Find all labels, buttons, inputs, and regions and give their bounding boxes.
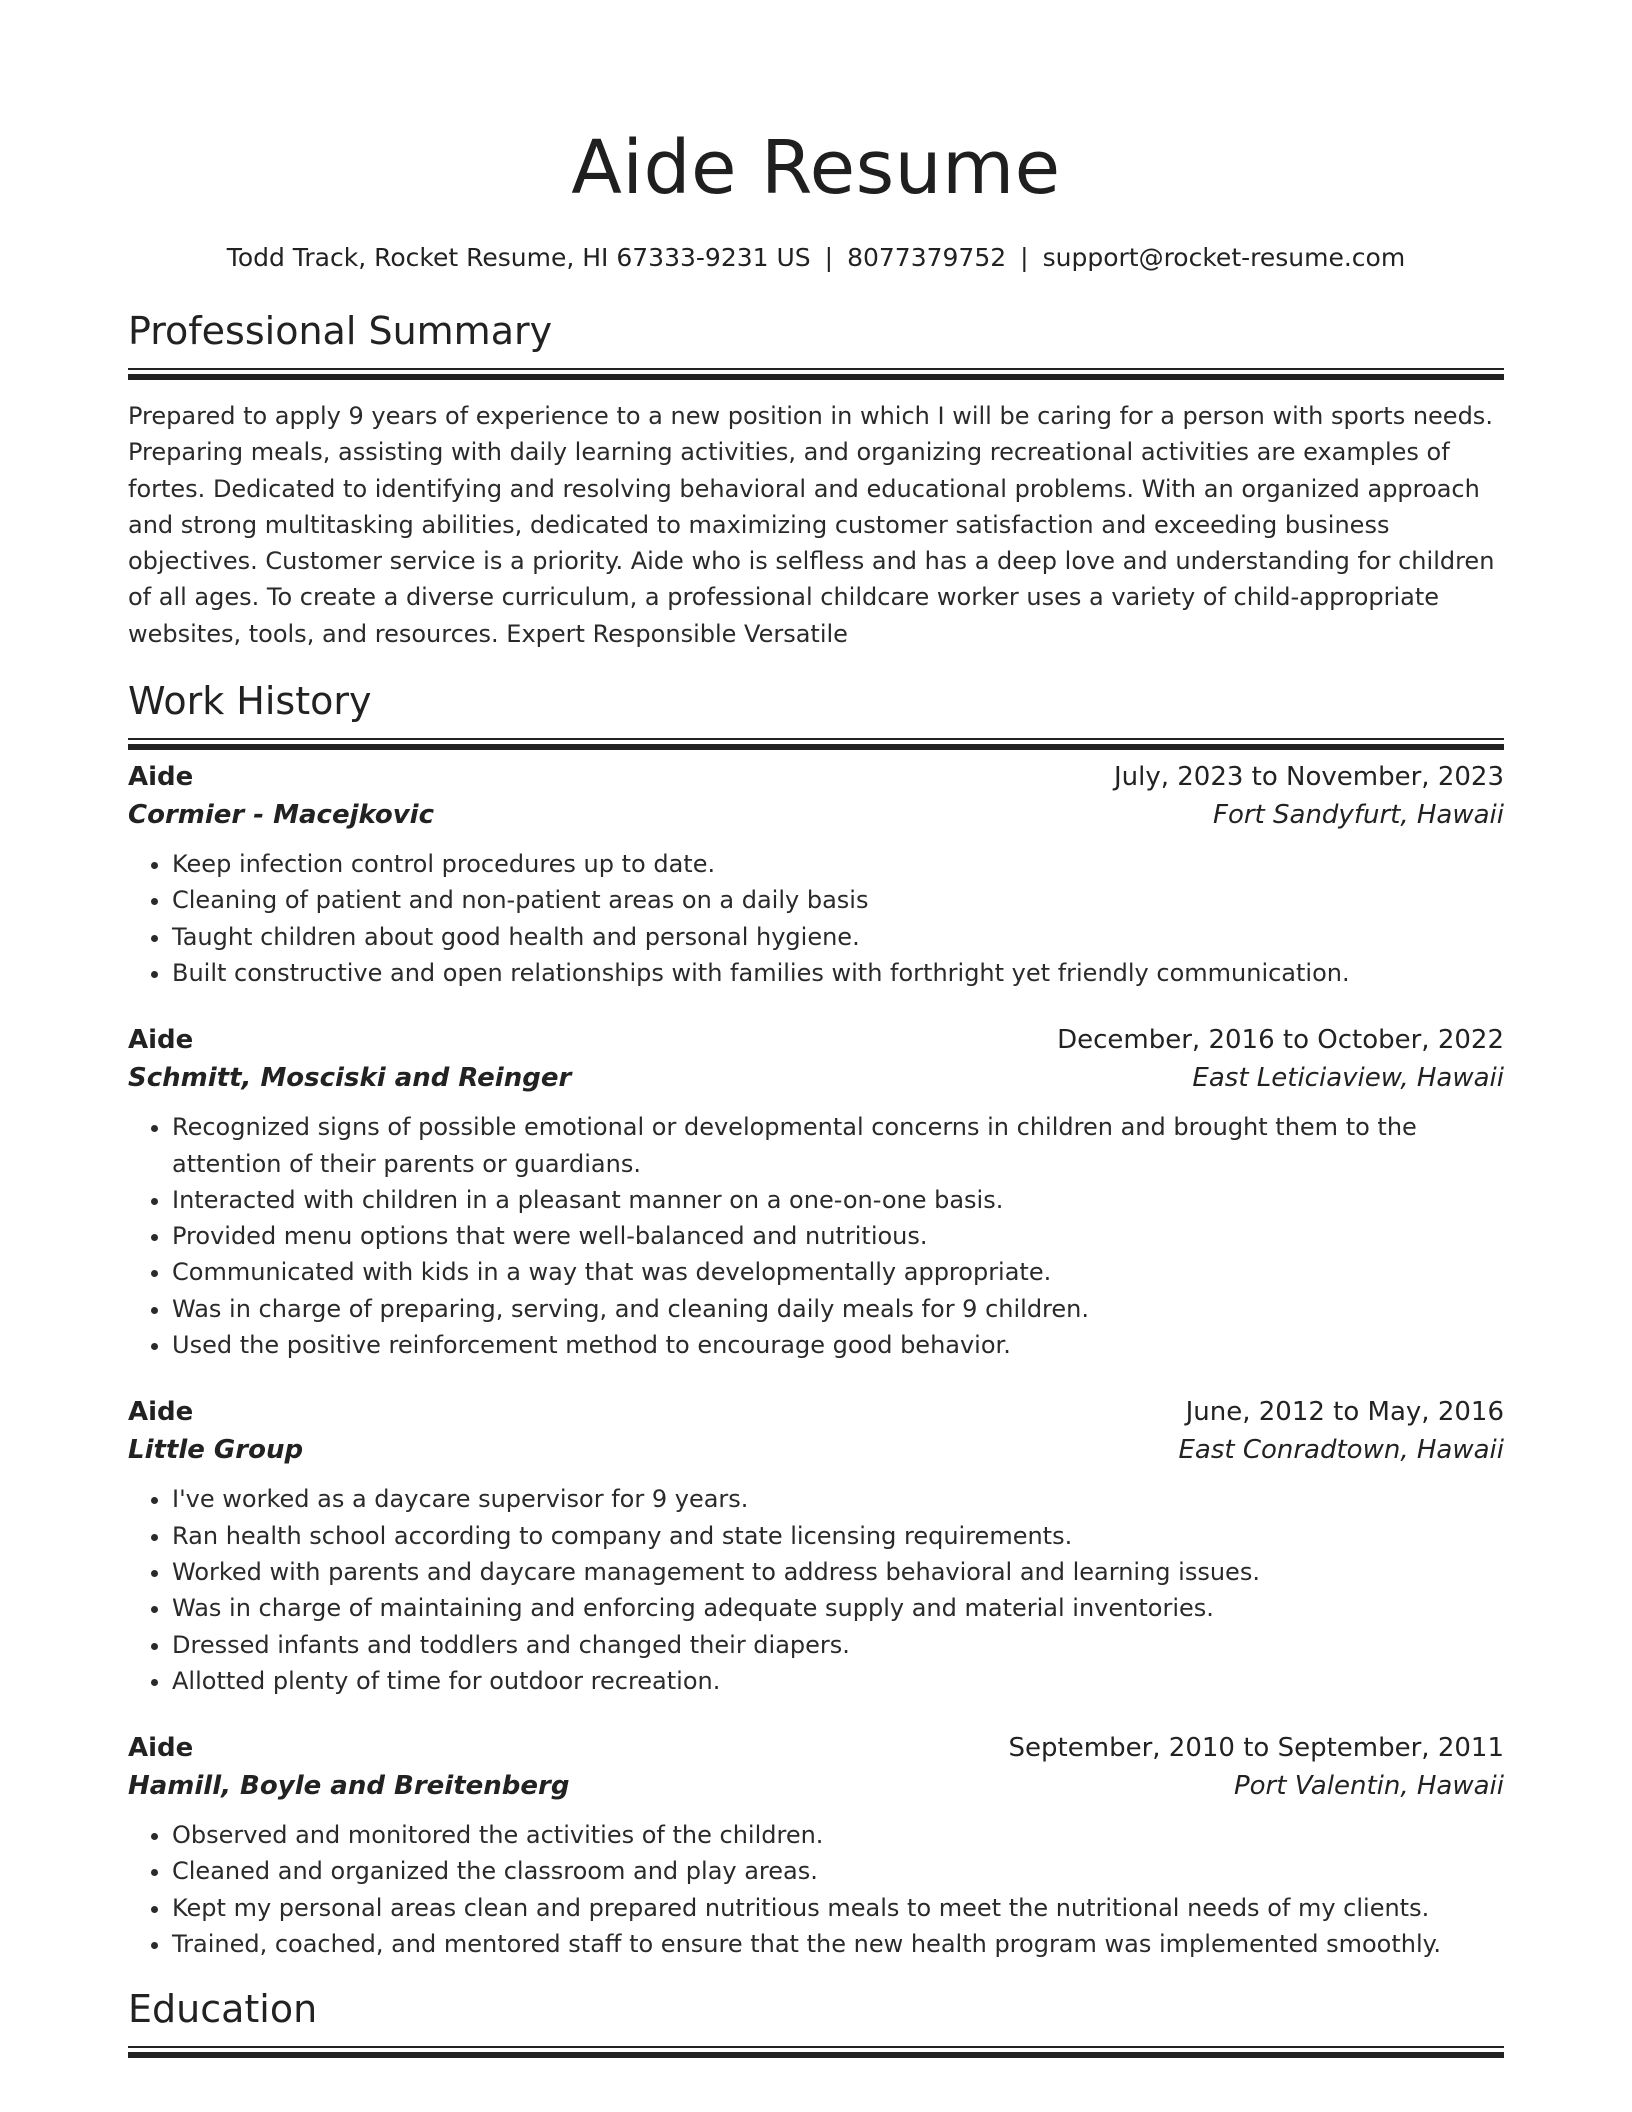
work-history-section [128,676,1504,1962]
education-section [128,1984,1504,2048]
job-bullet: • Provided menu options that were well-balanced and nutritious. [172,1218,1504,1254]
section-heading: Education [128,1987,318,2032]
job-bullet: • Observed and monitored the activities of the children. [172,1817,1504,1853]
job-bullet-list [128,1817,1504,1962]
job-bullet: • Was in charge of maintaining and enforcing adequate supply and material inventories. [172,1590,1504,1626]
section-heading: Work History [128,679,372,724]
job-title: Aide [128,1397,194,1428]
job-bullet: • Cleaned and organized the classroom and play areas. [172,1853,1504,1889]
job-bullet: • Trained, coached, and mentored staff to ensure that the new health program was implemented smoothly. [172,1926,1504,1962]
section-divider [128,2046,1504,2048]
job-subheader-row [128,1431,1504,1469]
job-bullet-list [128,1109,1504,1363]
job-header-row [128,1021,1504,1059]
job-dates: June, 2012 to May, 2016 [1185,1397,1504,1428]
job-entry [128,1729,1504,1962]
job-bullet: • Used the positive reinforcement method to encourage good behavior. [172,1327,1504,1363]
section-divider [128,368,1504,370]
contact-line [128,240,1504,276]
job-title: Aide [128,1733,194,1764]
job-bullet: • Built constructive and open relationships with families with forthright yet friendly communication. [172,955,1504,991]
job-entry [128,1021,1504,1363]
job-company: Hamill, Boyle and Breitenberg [128,1771,570,1802]
summary-text: Prepared to apply 9 years of experience to a new position in which I will be caring for a person with sports needs. Preparing meals, assisting with daily learning activities, and organizing recreational activities are examples of fortes. Dedicated to identifying and resolving behavioral and educational problems. With an organized approach and strong multitasking abilities, dedicated to maximizing customer satisfaction and exceeding business objectives. Customer service is a priority. Aide who is selfless and has a deep love and understanding for children of all ages. To create a diverse curriculum, a professional childcare worker uses a variety of child-appropriate websites, tools, and resources. Expert Responsible Versatile [128,402,1495,648]
job-location: Port Valentin, Hawaii [1233,1771,1504,1802]
job-bullet: • Taught children about good health and personal hygiene. [172,919,1504,955]
job-bullet: • Worked with parents and daycare management to address behavioral and learning issues. [172,1554,1504,1590]
job-bullet-list [128,846,1504,991]
section-heading: Professional Summary [128,309,553,353]
contact-separator: | [1020,243,1029,272]
job-location: East Conradtown, Hawaii [1178,1435,1504,1466]
job-bullet: • Keep infection control procedures up to date. [172,846,1504,882]
job-bullet: • Dressed infants and toddlers and changed their diapers. [172,1627,1504,1663]
job-location: Fort Sandyfurt, Hawaii [1213,800,1504,831]
job-bullet: • Allotted plenty of time for outdoor recreation. [172,1663,1504,1699]
contact-email: support@rocket-resume.com [1042,243,1406,272]
job-bullet: • Kept my personal areas clean and prepared nutritious meals to meet the nutritional needs of my clients. [172,1890,1504,1926]
contact-address: Todd Track, Rocket Resume, HI 67333-9231 US [226,243,811,272]
job-bullet: • Cleaning of patient and non-patient areas on a daily basis [172,882,1504,918]
job-dates: July, 2023 to November, 2023 [1113,762,1504,793]
contact-separator: | [824,243,834,272]
job-bullet: • Recognized signs of possible emotional or developmental concerns in children and brought them to the attention of their parents or guardians. [172,1109,1504,1182]
job-bullet: • I've worked as a daycare supervisor for 9 years. [172,1481,1504,1517]
job-header-row [128,1393,1504,1431]
job-location: East Leticiaview, Hawaii [1192,1063,1504,1094]
job-entry [128,758,1504,991]
job-bullet: • Ran health school according to company and state licensing requirements. [172,1518,1504,1554]
job-bullet: • Interacted with children in a pleasant manner on a one-on-one basis. [172,1182,1504,1218]
section-divider [128,738,1504,740]
job-company: Little Group [128,1435,304,1466]
job-entry [128,1393,1504,1699]
resume-page [128,0,1504,2048]
job-bullet: • Communicated with kids in a way that was developmentally appropriate. [172,1254,1504,1290]
job-subheader-row [128,1767,1504,1805]
job-dates: September, 2010 to September, 2011 [1008,1733,1504,1764]
contact-phone: 8077379752 [847,243,1007,272]
job-bullet-list [128,1481,1504,1699]
job-title: Aide [128,762,194,793]
job-header-row [128,758,1504,796]
job-subheader-row [128,1059,1504,1097]
job-bullet: • Was in charge of preparing, serving, and cleaning daily meals for 9 children. [172,1291,1504,1327]
job-company: Cormier - Macejkovic [128,800,434,831]
resume-title: Aide Resume [571,125,1061,211]
job-dates: December, 2016 to October, 2022 [1057,1025,1504,1056]
job-subheader-row [128,796,1504,834]
job-title: Aide [128,1025,194,1056]
professional-summary-section [128,306,1504,652]
job-company: Schmitt, Mosciski and Reinger [128,1063,572,1094]
job-header-row [128,1729,1504,1767]
